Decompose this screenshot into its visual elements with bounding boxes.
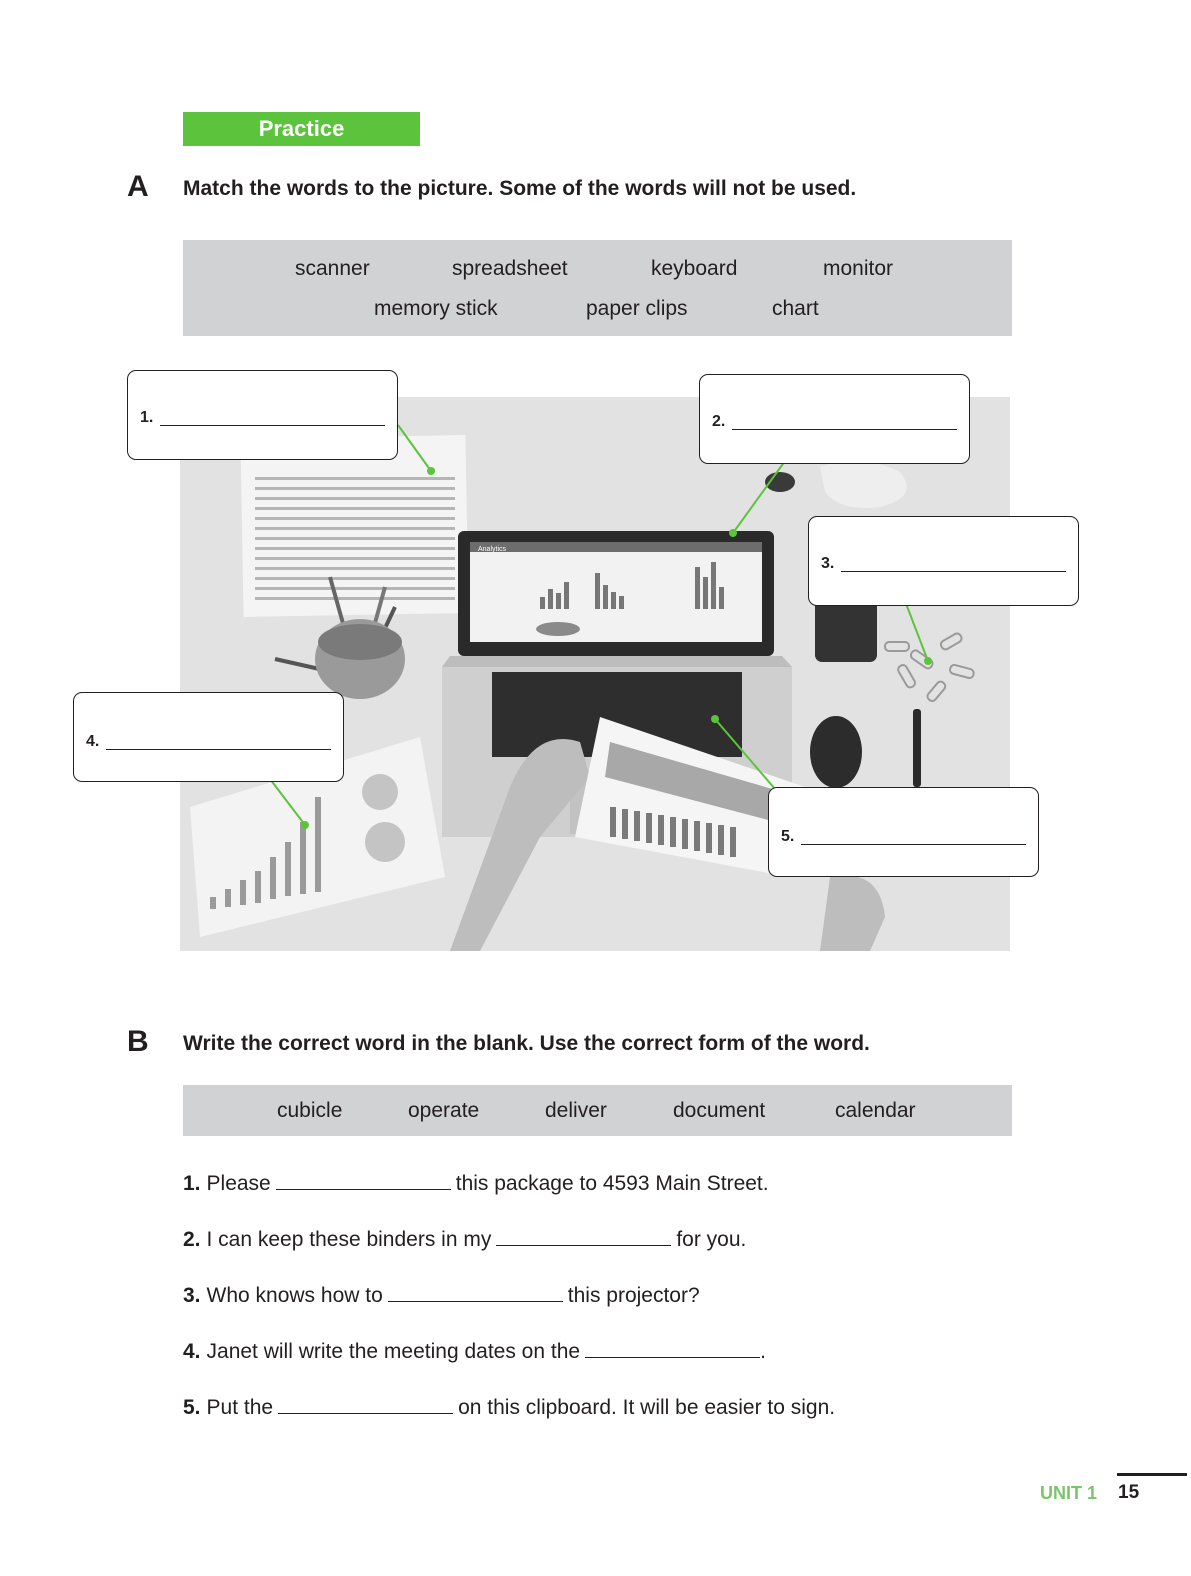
word-bank-item: calendar: [835, 1099, 916, 1122]
sentence-before: Janet will write the meeting dates on the: [206, 1340, 581, 1363]
answer-blank[interactable]: [160, 425, 385, 426]
section-b-instruction: Write the correct word in the blank. Use the correct form of the word.: [183, 1032, 870, 1055]
sentence-number: 4.: [183, 1340, 201, 1363]
sentence-before: I can keep these binders in my: [206, 1228, 492, 1251]
answer-blank[interactable]: [278, 1412, 453, 1414]
screen-title: Analytics: [478, 546, 507, 553]
sentence-before: Put the: [206, 1396, 274, 1419]
sentence-1: [183, 1172, 769, 1196]
word-bank-item: paper clips: [586, 297, 688, 320]
unit-label: UNIT 1: [1040, 1483, 1098, 1503]
answer-blank[interactable]: [585, 1356, 760, 1358]
sentence-after: this package to 4593 Main Street.: [455, 1172, 769, 1195]
section-b-word-bank: [183, 1085, 1012, 1136]
word-bank-item: scanner: [295, 257, 370, 280]
sentence-number: 1.: [183, 1172, 201, 1195]
section-a-word-bank: [183, 240, 1012, 336]
sentence-after: on this clipboard. It will be easier to sign.: [458, 1396, 836, 1419]
label-box-3: [808, 516, 1079, 606]
word-bank-item: document: [673, 1099, 766, 1122]
label-box-1: [127, 370, 398, 460]
pen: [913, 709, 921, 787]
section-b-letter: B: [127, 1025, 149, 1058]
word-bank-item: spreadsheet: [452, 257, 568, 280]
section-a-instruction: Match the words to the picture. Some of the words will not be used.: [183, 177, 857, 200]
label-box-2: [699, 374, 970, 464]
label-number: 2.: [712, 413, 726, 430]
word-bank-item: chart: [772, 297, 819, 320]
sentence-after: .: [760, 1340, 766, 1363]
sentence-2: [183, 1228, 746, 1252]
sentence-4: [183, 1340, 766, 1364]
answer-blank[interactable]: [106, 749, 331, 750]
answer-blank[interactable]: [276, 1188, 451, 1190]
label-number: 5.: [781, 828, 795, 845]
footer-rule: [1117, 1473, 1187, 1476]
word-bank-item: cubicle: [277, 1099, 343, 1122]
label-number: 3.: [821, 555, 835, 572]
spreadsheet-paper: [240, 435, 468, 617]
word-bank-item: monitor: [823, 257, 894, 280]
practice-banner: Practice: [183, 112, 420, 146]
sentence-3: [183, 1284, 700, 1308]
sentence-number: 2.: [183, 1228, 201, 1251]
answer-blank[interactable]: [496, 1244, 671, 1246]
label-box-4: [73, 692, 344, 782]
sentence-number: 5.: [183, 1396, 201, 1419]
label-box-5: [768, 787, 1039, 877]
answer-blank[interactable]: [801, 844, 1026, 845]
sentence-before: Who knows how to: [206, 1284, 383, 1307]
word-bank-item: deliver: [545, 1099, 607, 1122]
mouse: [810, 716, 862, 788]
answer-blank[interactable]: [388, 1300, 563, 1302]
word-bank-item: memory stick: [374, 297, 498, 320]
sentence-before: Please: [206, 1172, 271, 1195]
answer-blank[interactable]: [732, 429, 957, 430]
sentence-after: for you.: [676, 1228, 747, 1251]
label-number: 1.: [140, 409, 154, 426]
sentence-5: [183, 1396, 835, 1420]
word-bank-item: operate: [408, 1099, 480, 1122]
section-a-letter: A: [127, 170, 149, 203]
sentence-number: 3.: [183, 1284, 201, 1307]
word-bank-item: keyboard: [651, 257, 738, 280]
page-number: 15: [1118, 1482, 1140, 1503]
answer-blank[interactable]: [841, 571, 1066, 572]
label-number: 4.: [86, 733, 100, 750]
sentence-after: this projector?: [567, 1284, 700, 1307]
